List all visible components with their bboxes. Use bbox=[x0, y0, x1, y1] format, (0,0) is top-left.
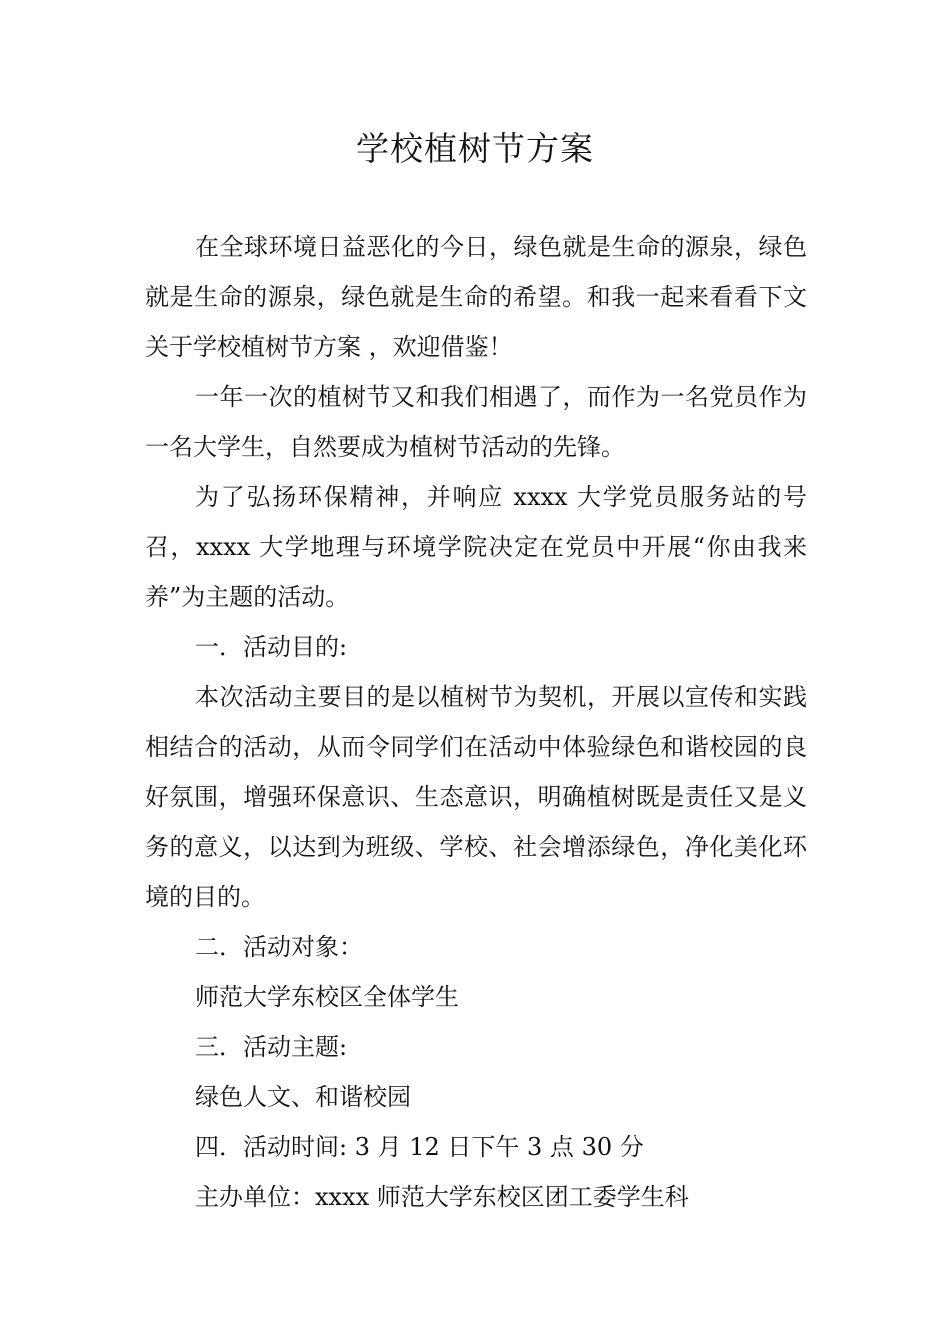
organizer-text: 主办单位：xxxx 师范大学东校区团工委学生科 bbox=[195, 1183, 689, 1211]
theme-text: 绿色人文、和谐校园 bbox=[195, 1083, 411, 1111]
section-heading-purpose: 一．活动目的: bbox=[195, 633, 348, 661]
document-body bbox=[145, 222, 807, 1222]
section-heading-time: 四．活动时间: 3 月 12 日下午 3 点 30 分 bbox=[195, 1133, 644, 1161]
purpose-paragraph: 本次活动主要目的是以植树节为契机，开展以宣传和实践相结合的活动，从而令同学们在活动中体验绿色和谐校园的良好氛围，增强环保意识、生态意识，明确植树既是责任又是义务的意义，以达到为班级、学校、社会增添绿色，净化美化环境的目的。 bbox=[145, 683, 807, 911]
tree-day-paragraph: 一年一次的植树节又和我们相遇了，而作为一名党员作为一名大学生，自然要成为植树节活动的先锋。 bbox=[145, 383, 807, 461]
audience-text: 师范大学东校区全体学生 bbox=[195, 983, 459, 1011]
section-heading-theme: 三．活动主题: bbox=[195, 1033, 348, 1061]
response-paragraph: 为了弘扬环保精神，并响应 xxxx 大学党员服务站的号召，xxxx 大学地理与环境学院决定在党员中开展“你由我来养”为主题的活动。 bbox=[145, 483, 807, 611]
intro-paragraph: 在全球环境日益恶化的今日，绿色就是生命的源泉，绿色就是生命的源泉，绿色就是生命的希望。和我一起来看看下文关于学校植树节方案 ，欢迎借鉴！ bbox=[145, 233, 807, 361]
document-title: 学校植树节方案 bbox=[356, 129, 594, 168]
section-heading-audience: 二．活动对象： bbox=[195, 933, 363, 961]
